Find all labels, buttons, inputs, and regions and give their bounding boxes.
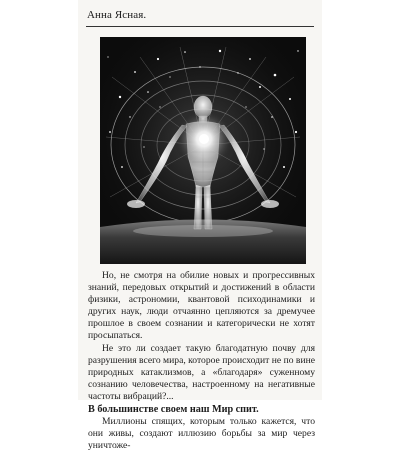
- body-text: [88, 270, 315, 452]
- book-page: [78, 0, 322, 452]
- running-header: Анна Ясная.: [87, 9, 147, 21]
- paragraph-3: Миллионы спящих, которым только кажется, что они живы, создают иллюзию борьбы за мир через уничтоже-: [88, 416, 315, 452]
- paragraph-2: Не это ли создает такую благодатную почву для разрушения всего мира, которое происходит не по вине природных катаклизмов, а «благодаря» суженному сознанию человечества, настроенному на негативные частоты вибраций?...: [88, 342, 315, 402]
- cosmic-human-illustration: [100, 37, 306, 264]
- section-heading: В большинстве своем наш Мир спит.: [88, 404, 259, 416]
- illustration-svg: [100, 37, 306, 264]
- header-rule: [86, 26, 314, 27]
- paragraph-1: Но, не смотря на обилие новых и прогрессивных знаний, передовых открытий и достижений в области физики, астрономии, квантовой психодинамики и других наук, люди отчаянно цепляются за дремучее прошлое в своем сознании и категорически не хотят просыпаться.: [88, 270, 315, 342]
